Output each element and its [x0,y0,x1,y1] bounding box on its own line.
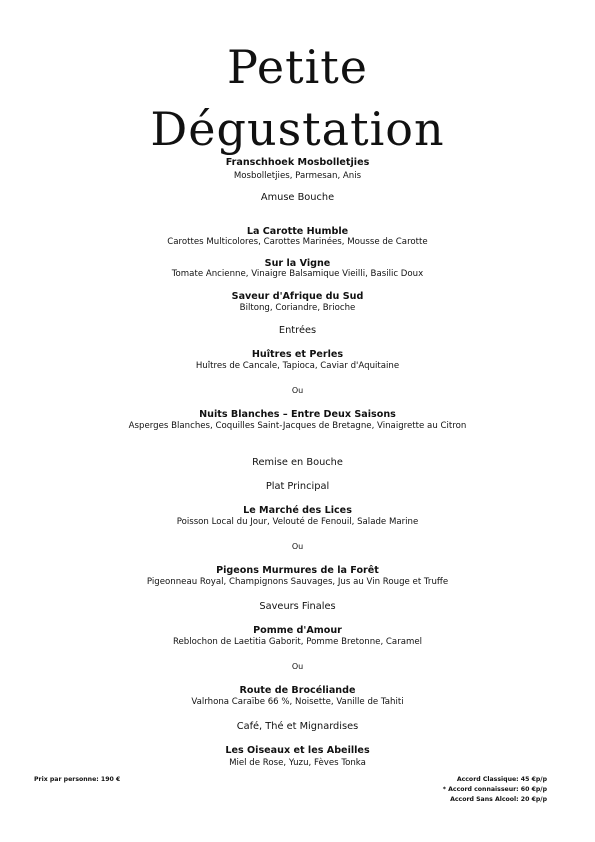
dish-description: Valrhona Caraïbe 66 %, Noisette, Vanille de Tahiti [191,697,404,707]
dish-description: Miel de Rose, Yuzu, Fèves Tonka [229,758,366,768]
course-heading: Saveurs Finales [259,601,336,612]
dish-name: La Carotte Humble [246,226,349,237]
menu-title-line-2: Dégustation [150,102,445,156]
or-separator: Ou [291,542,304,551]
dish-description: Asperges Blanches, Coquilles Saint-Jacques de Bretagne, Vinaigrette au Citron [128,421,467,431]
dish-name: Route de Brocéliande [239,685,356,696]
dish-description: Reblochon de Laetitia Gaborit, Pomme Bretonne, Caramel [172,637,423,647]
dish-name: Franschhoek Mosbolletjies [225,157,370,168]
dish-description: Carottes Multicolores, Carottes Marinées, Mousse de Carotte [167,237,428,247]
dish-name: Nuits Blanches – Entre Deux Saisons [199,409,396,420]
dish-name: Pigeons Murmures de la Forêt [216,565,379,576]
dish-name: Saveur d'Afrique du Sud [231,291,364,302]
pairing-classic: Accord Classique: 45 €p/p [456,776,547,783]
dish-description: Tomate Ancienne, Vinaigre Balsamique Vieilli, Basilic Doux [171,269,424,279]
dish-description: Biltong, Coriandre, Brioche [239,303,356,313]
dish-name: Les Oiseaux et les Abeilles [225,745,370,756]
or-separator: Ou [291,662,304,671]
course-heading: Remise en Bouche [252,457,343,468]
course-heading: Café, Thé et Mignardises [236,721,359,732]
dish-name: Pomme d'Amour [253,625,342,636]
menu-title-line-1: Petite [226,40,368,94]
dish-name: Sur la Vigne [264,258,331,269]
course-heading: Entrées [278,325,317,336]
or-separator: Ou [291,386,304,395]
dish-description: Pigeonneau Royal, Champignons Sauvages, Jus au Vin Rouge et Truffe [146,577,449,587]
pairing-connoisseur: * Accord connaisseur: 60 €p/p [442,786,547,793]
price-per-person: Prix par personne: 190 € [34,776,121,783]
dish-description: Poisson Local du Jour, Velouté de Fenouil, Salade Marine [176,517,419,527]
dish-name: Huîtres et Perles [251,349,344,360]
course-heading: Amuse Bouche [260,192,335,203]
dish-description: Huîtres de Cancale, Tapioca, Caviar d'Aquitaine [195,361,400,371]
dish-name: Le Marché des Lices [243,505,352,516]
pairing-non-alcoholic: Accord Sans Alcool: 20 €p/p [450,796,547,803]
course-heading: Plat Principal [265,481,330,492]
dish-description: Mosbolletjies, Parmesan, Anis [233,171,362,181]
